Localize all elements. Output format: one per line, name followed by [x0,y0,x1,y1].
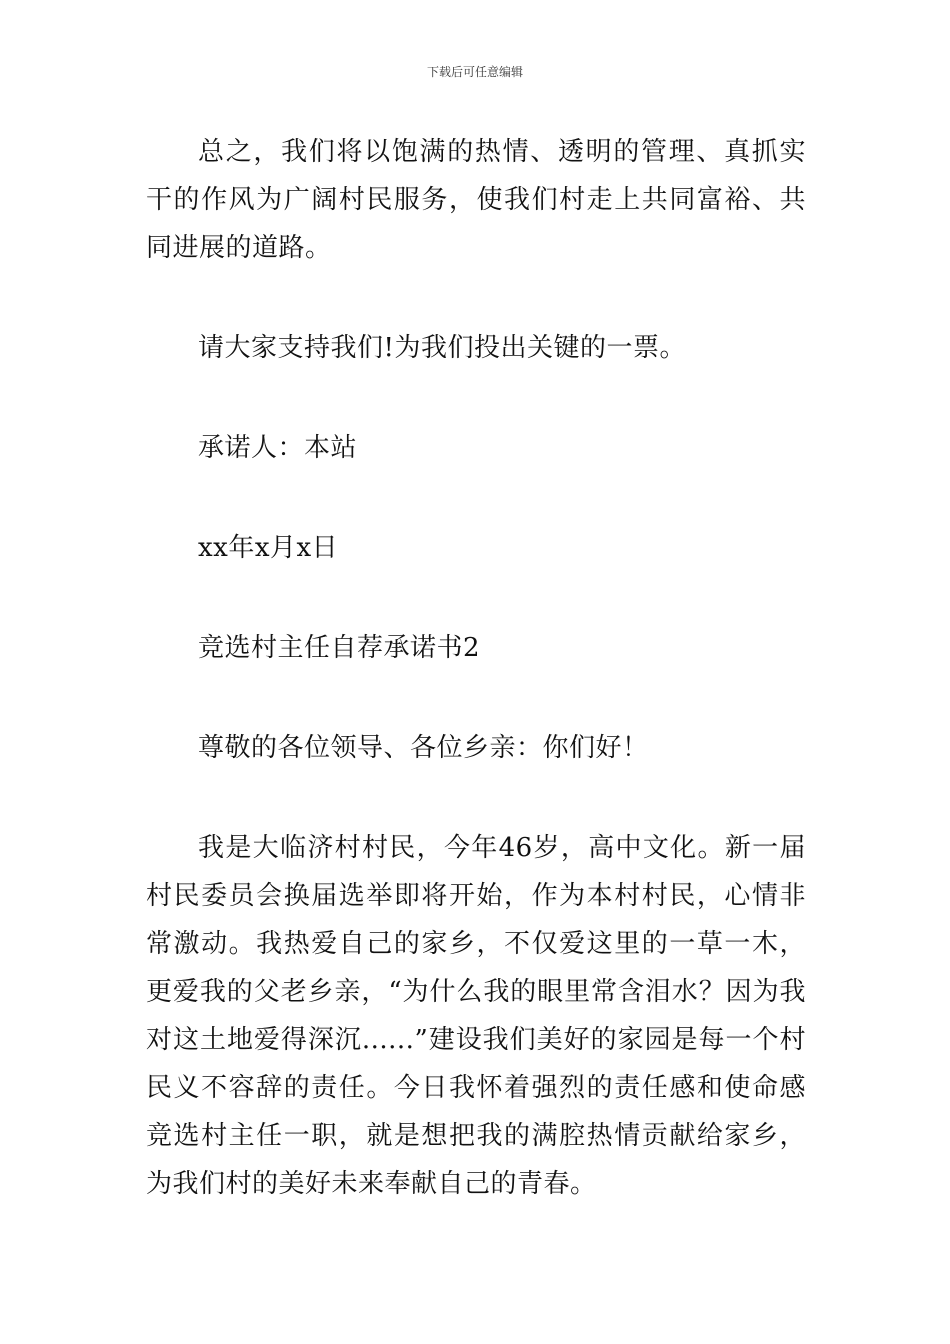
paragraph-gap [146,672,806,724]
paragraph-conclusion: 总之，我们将以饱满的热情、透明的管理、真抓实干的作风为广阔村民服务，使我们村走上共同富裕、共同进展的道路。 [146,137,806,263]
paragraph-gap [146,372,806,424]
paragraph-appeal: 请大家支持我们!为我们投出关键的一票。 [198,333,686,363]
paragraph-date: xx年x月x日 [198,533,339,563]
document-body [146,128,806,1208]
paragraph-gap [146,772,806,824]
page-header-note: 下载后可任意编辑 [426,65,523,79]
paragraph-introduction: 我是大临济村村民，今年46岁，高中文化。新一届村民委员会换届选举即将开始，作为本村村民，心情非常激动。我热爱自己的家乡，不仅爱这里的一草一木，更爱我的父老乡亲，“为什么我的眼里常含泪水？因为我对这土地爱得深沉......”建设我们美好的家园是每一个村民义不容辞的责任。今日我怀着强烈的责任感和使命感竞选村主任一职，就是想把我的满腔热情贡献给家乡，为我们村的美好未来奉献自己的青春。 [146,833,806,1199]
section-title: 竞选村主任自荐承诺书2 [198,633,481,663]
paragraph-gap [146,572,806,624]
paragraph-gap [146,472,806,524]
paragraph-gap [146,272,806,324]
paragraph-signatory: 承诺人：本站 [198,433,358,463]
paragraph-salutation: 尊敬的各位领导、各位乡亲：你们好！ [198,733,649,763]
